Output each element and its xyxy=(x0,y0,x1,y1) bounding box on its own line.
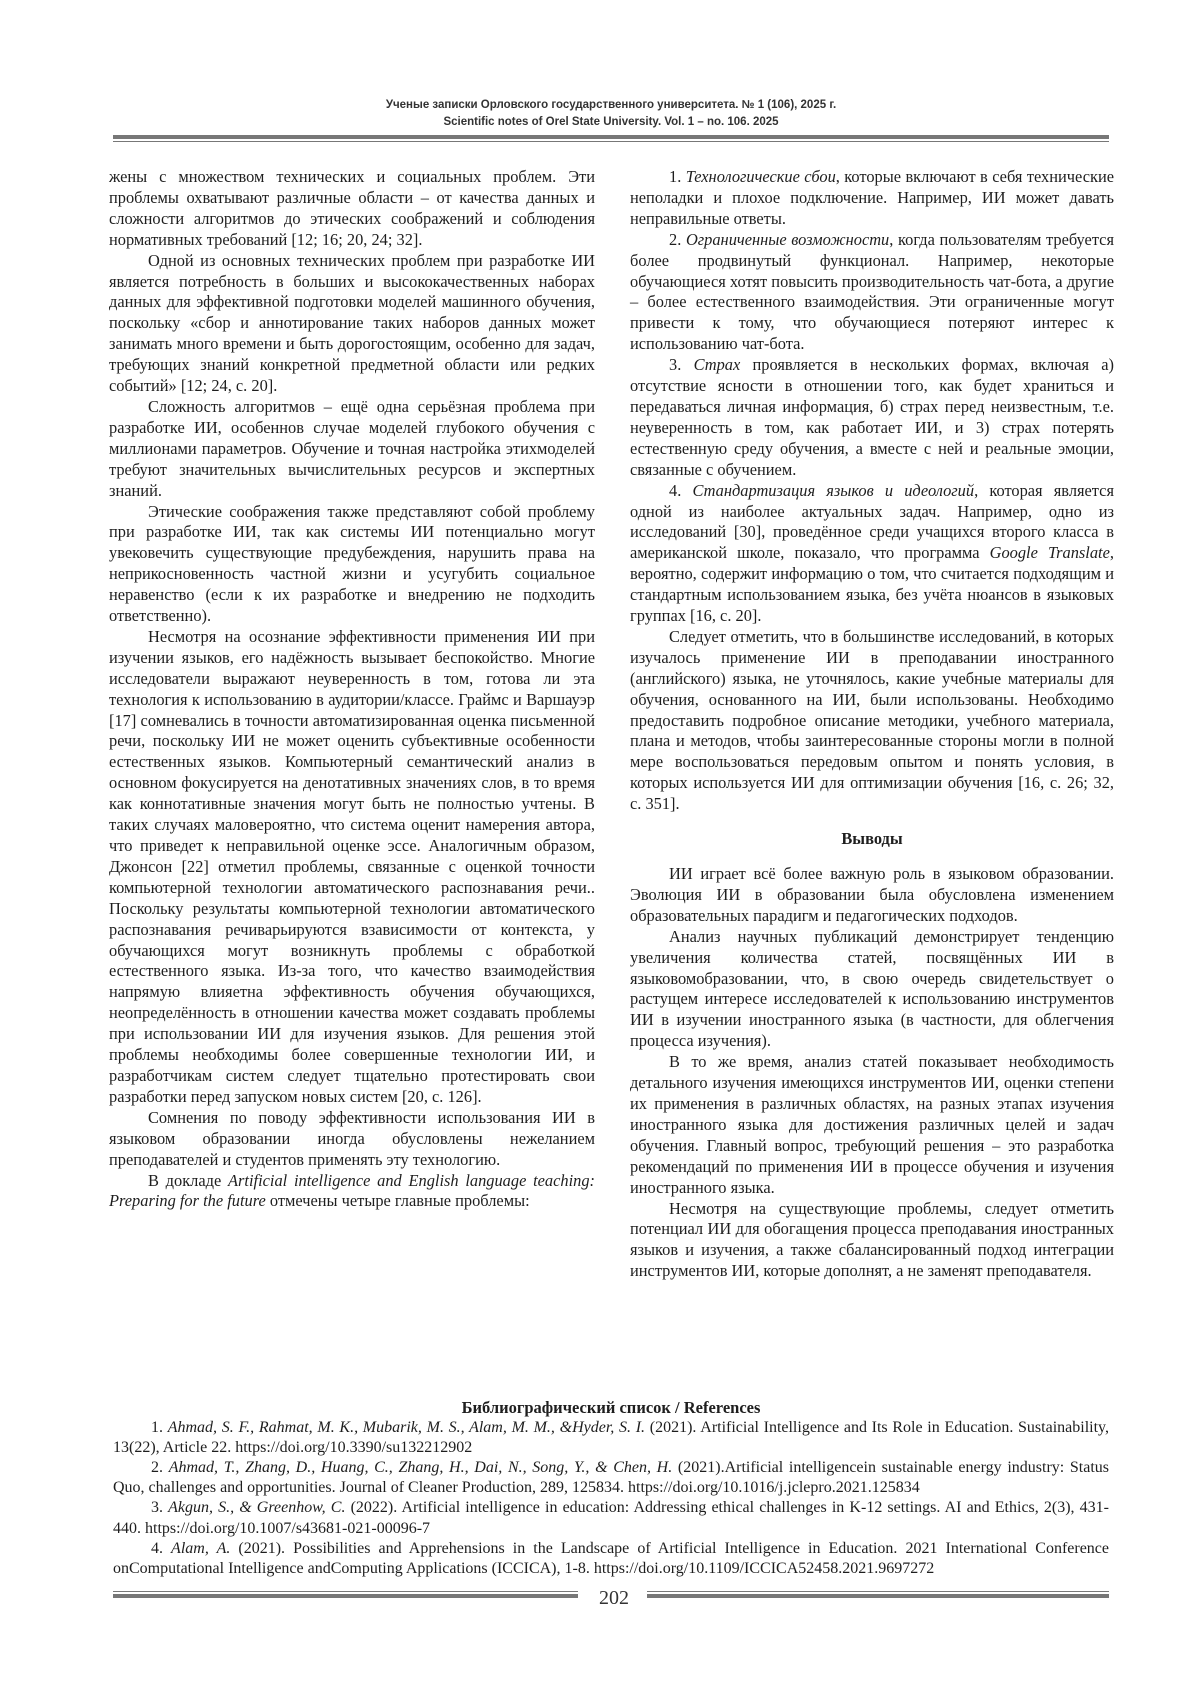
item-term: Стандартизация языков и идеологий xyxy=(692,480,975,500)
reference-text: (2021).Artificial intelligencein sustainable energy industry: Status Quo, challenges and opportunities. Journal of Cleaner Production, 289, 125834. https://doi.org/10.1016/j.jclepro.2021.125834 xyxy=(113,1459,1110,1497)
references-section xyxy=(113,1398,1109,1579)
journal-header xyxy=(110,97,1112,131)
item-term: Технологические сбои xyxy=(685,167,836,186)
paragraph: Несмотря на осознание эффективности применения ИИ при изучении языков, его надёжность вызывает беспокойство. Многие исследователи выражают неуверенность в том, готова ли эта технология к использованию в аудитории/классе. Граймс и Варшауэр [17] сомневались в точности автоматизированная оценка письменной речи, поскольку ИИ не может оценить субъективные особенности естественных языков. Компьютерный семантический анализ в основном фокусируется на денотативных значениях слов, в то время как коннотативные значения могут быть не полностью учтены. В таких случаях маловероятно, что система оценит намерения автора, что приведет к неправильной оценке эссе. Аналогичным образом, Джонсон [22] отметил проблемы, связанные с оценкой точности компьютерной технологии автоматического распознавания речи.. Поскольку результаты компьютерной технологии автоматического распознавания речиварьируются взависимости от контекста, у обучающихся могут возникнуть проблемы с обработкой естественного языка. Из-за того, что качество взаимодействия напрямую влияетна эффективность обучения обучающихся, неопределённость в отношении качества может создавать проблемы при использовании ИИ для изучения языков. Для решения этой проблемы необходимы более совершенные технологии ИИ, и разработчикам систем следует тщательно протестировать свои разработки перед запуском новых систем [20, с. 126]. xyxy=(109,626,595,1106)
footer-rule-right-thin xyxy=(647,1591,1109,1592)
item-number: 1. xyxy=(669,167,686,186)
list-item xyxy=(630,355,1114,480)
header-rule-thin xyxy=(113,141,1109,142)
reference-number: 1. xyxy=(151,1419,168,1437)
section-heading-conclusions: Выводы xyxy=(841,829,903,849)
footer-rule-left-thin xyxy=(113,1591,578,1592)
reference-authors: Ahmad, S. F., Rahmat, M. K., Mubarik, M. S., Alam, M. M., &Hyder, S. I. xyxy=(167,1419,646,1437)
report-title: Artificial intelligence and English language teaching: Preparing for the future xyxy=(109,1170,595,1211)
item-text: , которая является одной из наиболее актуальных задач. Например, одно из исследований [30], проведённое среди учащихся второго класса в американской школе, показало, что программа xyxy=(630,480,1114,563)
paragraph: Несмотря на существующие проблемы, следует отметить потенциал ИИ для обогащения процесса преподавания иностранных языков и изучения, а также сбалансированный подход интеграции инструментов ИИ, которые дополнят, а не заменят преподавателя. xyxy=(630,1198,1114,1281)
journal-header-ru: Ученые записки Орловского государственного университета. № 1 (106), 2025 г. xyxy=(385,99,837,111)
reference-number: 4. xyxy=(151,1539,172,1557)
reference-number: 3. xyxy=(151,1499,169,1517)
item-text: , вероятно, содержит информацию о том, что считается подходящим и стандартным использованием языка, без учёта нюансов в языковых группах [16, с. 20]. xyxy=(630,543,1114,626)
reference-authors: Alam, A. xyxy=(171,1539,231,1557)
item-number: 3. xyxy=(669,355,694,375)
item-number: 2. xyxy=(669,229,686,249)
paragraph: ИИ играет всё более важную роль в языковом образовании. Эволюция ИИ в образовании была обусловлена изменением образовательных парадигм и педагогических подходов. xyxy=(630,864,1114,925)
paragraph: В то же время, анализ статей показывает необходимость детального изучения имеющихся инструментов ИИ, оценки степени их применения в различных областях, на разных этапах изучения иностранного языка для достижения различных целей и задач обучения. Главный вопрос, требующий решения – это разработка рекомендаций по применения ИИ в процессе обучения и изучения иностранного языка. xyxy=(630,1052,1114,1197)
item-term: Страх xyxy=(693,355,741,375)
item-term: Ограниченные возможности xyxy=(685,229,890,249)
item-number: 4. xyxy=(669,480,693,500)
footer-rule-right-thick xyxy=(647,1594,1109,1598)
paragraph: Сомнения по поводу эффективности использования ИИ в языковом образовании иногда обусловлены нежеланием преподавателей и студентов применять эту технологию. xyxy=(109,1107,595,1169)
paragraph xyxy=(109,1171,595,1213)
reference-text: (2021). Possibilities and Apprehensions in the Landscape of Artificial Intelligence in Education. 2021 International Conference onComputational Intelligence andComputing Applications (ICCICA), 1-8. https://doi.org/10.1109/ICCICA52458.2021.9697272 xyxy=(113,1539,1110,1577)
reference-item xyxy=(113,1458,1109,1498)
reference-item xyxy=(113,1498,1109,1538)
text: В докладе xyxy=(148,1170,229,1190)
item-text: , которые включают в себя технические неполадки и плохое подключение. Например, ИИ может давать неправильные ответы. xyxy=(630,167,1114,228)
item-text: проявляется в нескольких формах, включая а) отсутствие ясности в отношении того, как будет храниться и передаваться личная информация, б) страх перед неизвестным, т.е. неуверенность в том, как работает ИИ, и 3) страх потерять естественную среду обучения, а вместе с ней и реальные эмоции, связанные с обучением. xyxy=(630,355,1115,479)
reference-item xyxy=(113,1539,1109,1579)
right-column xyxy=(630,167,1114,1282)
header-rule-thick xyxy=(113,135,1109,139)
references-heading: Библиографический список / References xyxy=(461,1398,761,1417)
list-item xyxy=(630,230,1114,355)
reference-authors: Akgun, S., & Greenhow, C. xyxy=(168,1499,346,1517)
reference-authors: Ahmad, T., Zhang, D., Huang, C., Zhang, H., Dai, N., Song, Y., & Chen, H. xyxy=(168,1459,673,1477)
reference-text: (2022). Artificial intelligence in education: Addressing ethical challenges in K-12 settings. AI and Ethics, 2(3), 431-440. https://doi.org/10.1007/s43681-021-00096-7 xyxy=(113,1499,1110,1537)
footer-rule-left-thick xyxy=(113,1594,578,1598)
text: отмечены четыре главные проблемы: xyxy=(265,1191,530,1211)
list-item xyxy=(630,481,1114,627)
paragraph: Этические соображения также представляют собой проблему при разработке ИИ, так как системы ИИ потенциально могут увековечить существующие предубеждения, нарушить права на неприкосновенность частной жизни и усугубить социальное неравенство (если к их разработке и внедрению не подходить ответственно). xyxy=(109,501,595,626)
reference-item xyxy=(113,1418,1109,1458)
page-number: 202 xyxy=(599,1587,629,1609)
product-name: Google Translate xyxy=(989,543,1110,563)
reference-number: 2. xyxy=(151,1459,169,1477)
paragraph: Одной из основных технических проблем при разработке ИИ является потребность в больших и высококачественных наборах данных для эффективной подготовки моделей машинного обучения, поскольку «сбор и аннотирование таких наборов данных может занимать много времени и быть дорогостоящим, особенно для задач, требующих знаний конкретной предметной области или редких событий» [12; 24, с. 20]. xyxy=(109,250,595,396)
paragraph: Анализ научных публикаций демонстрирует тенденцию увеличения количества статей, посвящённых ИИ в языковомобразовании, что, в свою очередь свидетельствует о растущем интересе исследователей к использованию инструментов ИИ в изучении иностранного языка (в частности, для облегчения процесса изучения). xyxy=(630,926,1114,1051)
reference-text: (2021). Artificial Intelligence and Its Role in Education. Sustainability, 13(22), Article 22. https://doi.org/10.3390/su132212902 xyxy=(113,1419,1109,1457)
journal-header-en: Scientific notes of Orel State University. Vol. 1 – no. 106. 2025 xyxy=(443,116,779,128)
list-item xyxy=(630,167,1114,230)
left-column xyxy=(109,167,595,1212)
paragraph: Сложность алгоритмов – ещё одна серьёзная проблема при разработке ИИ, особеннов случае моделей глубокого обучения с миллионами параметров. Обучение и точная настройка этихмоделей требуют значительных вычислительных ресурсов и экспертных знаний. xyxy=(109,396,595,500)
paragraph: жены с множеством технических и социальных проблем. Эти проблемы охватывают различные области – от качества данных и сложности алгоритмов до этических соображений и соблюдения нормативных требований [12; 16; 20, 24; 32]. xyxy=(109,167,595,249)
item-text: , когда пользователям требуется более продвинутый функционал. Например, некоторые обучающиеся хотят повысить производительность чат-бота, а другие – более естественного взаимодействия. Эти ограниченные могут привести к тому, что обучающиеся потеряют интерес к использованию чат-бота. xyxy=(630,229,1114,354)
paragraph: Следует отметить, что в большинстве исследований, в которых изучалось применение ИИ в преподавании иностранного (английского) языка, не уточнялось, какие учебные материалы для обучения, основанного на ИИ, были использованы. Необходимо предоставить подробное описание методики, учебного материала, плана и методов, чтобы заинтересованные стороны могли в полной мере воспользоваться передовым опытом и понять условия, в которых используется ИИ для оптимизации обучения [16, с. 26; 32, с. 351]. xyxy=(630,626,1114,814)
